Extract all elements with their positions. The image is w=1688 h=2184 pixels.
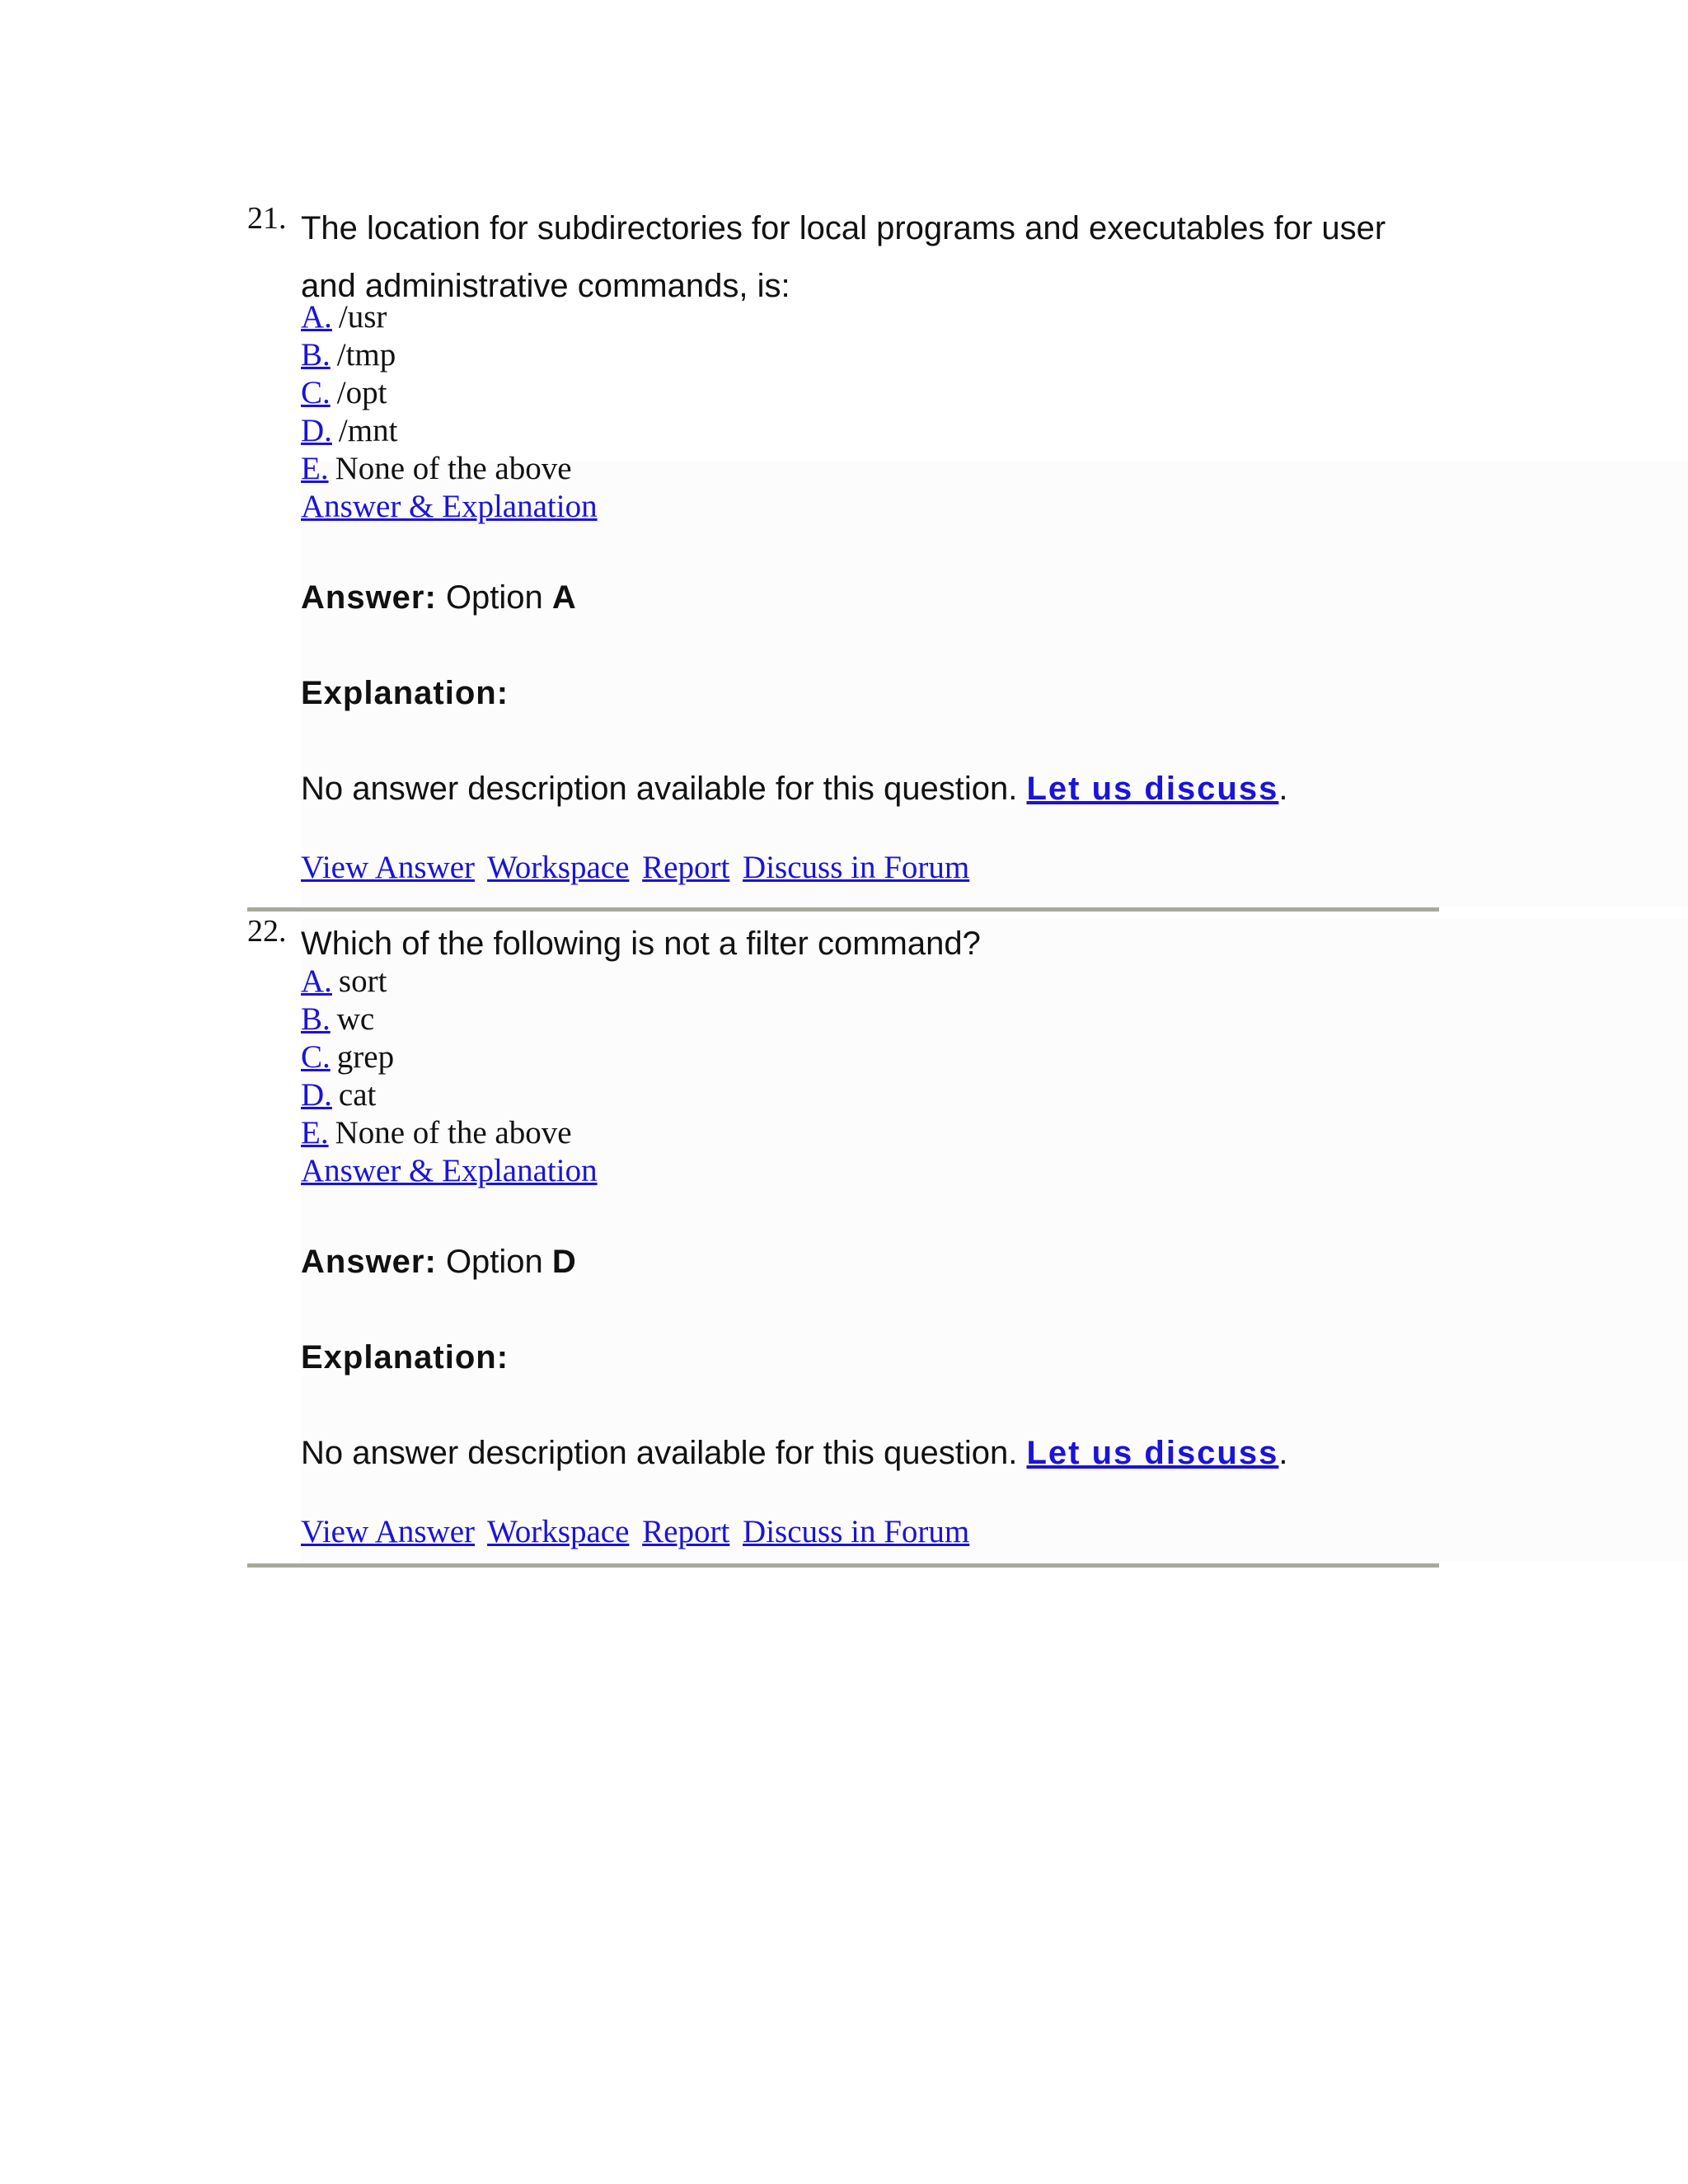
report-link[interactable]: Report xyxy=(642,1514,730,1549)
discuss-in-forum-link[interactable]: Discuss in Forum xyxy=(743,850,970,885)
option-a-text: /usr xyxy=(338,299,387,335)
option-a-link[interactable]: A. xyxy=(301,963,332,999)
question-text-line-1: The location for subdirectories for local programs and executables for user xyxy=(301,210,1386,246)
option-c-text: grep xyxy=(336,1039,395,1075)
explanation-period: . xyxy=(1278,1435,1288,1471)
option-c-text: /opt xyxy=(336,375,387,410)
answer-prefix: Option xyxy=(445,1244,543,1280)
answer-value: A xyxy=(551,579,576,616)
option-d-text: /mnt xyxy=(338,413,398,448)
option-a-link[interactable]: A. xyxy=(301,299,332,335)
option-a-text: sort xyxy=(338,963,387,999)
option-d xyxy=(301,1076,1442,1114)
explanation-heading: Explanation: xyxy=(301,1339,509,1376)
view-answer-link[interactable]: View Answer xyxy=(301,850,476,885)
answer-value: D xyxy=(551,1244,576,1280)
question-divider xyxy=(247,1563,1439,1568)
option-d-text: cat xyxy=(338,1077,377,1113)
answer-line xyxy=(301,1243,1442,1281)
option-e-link[interactable]: E. xyxy=(301,1115,329,1151)
explanation-text xyxy=(301,770,1442,808)
option-e-text: None of the above xyxy=(335,451,572,486)
option-e-link[interactable]: E. xyxy=(301,451,329,486)
let-us-discuss-link[interactable]: Let us discuss xyxy=(1026,1435,1279,1471)
option-b-link[interactable]: B. xyxy=(301,337,331,373)
question-number: 22. xyxy=(247,914,287,949)
discuss-in-forum-link[interactable]: Discuss in Forum xyxy=(743,1514,970,1549)
options-list xyxy=(301,298,1442,488)
question-divider xyxy=(247,907,1439,912)
report-link[interactable]: Report xyxy=(642,850,730,885)
explanation-body: No answer description available for this question. xyxy=(301,1435,1018,1471)
explanation-period: . xyxy=(1278,771,1288,807)
question-text xyxy=(301,199,1442,315)
option-c-link[interactable]: C. xyxy=(301,1039,331,1075)
option-d-link[interactable]: D. xyxy=(301,413,332,448)
option-b-text: wc xyxy=(336,1001,375,1037)
explanation-heading: Explanation: xyxy=(301,675,509,711)
workspace-link[interactable]: Workspace xyxy=(487,850,630,885)
option-e xyxy=(301,1114,1442,1152)
answer-label: Answer: xyxy=(301,1244,437,1280)
option-b-link[interactable]: B. xyxy=(301,1001,331,1037)
options-list xyxy=(301,963,1442,1152)
option-b xyxy=(301,336,1442,374)
explanation-text xyxy=(301,1434,1442,1472)
workspace-link[interactable]: Workspace xyxy=(487,1514,630,1549)
option-c-link[interactable]: C. xyxy=(301,375,331,410)
option-d xyxy=(301,412,1442,450)
option-b xyxy=(301,1001,1442,1038)
answer-label: Answer: xyxy=(301,579,437,616)
question-footer-links xyxy=(301,1513,1442,1551)
option-d-link[interactable]: D. xyxy=(301,1077,332,1113)
view-answer-link[interactable]: View Answer xyxy=(301,1514,476,1549)
option-c xyxy=(301,1038,1442,1076)
explanation-body: No answer description available for this question. xyxy=(301,771,1018,807)
option-b-text: /tmp xyxy=(336,337,396,373)
question-text-line-1: Which of the following is not a filter command? xyxy=(301,926,981,962)
question-body xyxy=(301,915,1442,1551)
option-e xyxy=(301,450,1442,488)
answer-line xyxy=(301,579,1442,616)
question-text-line-2: and administrative commands, is: xyxy=(301,268,790,304)
answer-prefix: Option xyxy=(445,579,543,616)
option-e-text: None of the above xyxy=(335,1115,572,1151)
question-footer-links xyxy=(301,849,1442,887)
option-c xyxy=(301,374,1442,412)
answer-explanation-link[interactable]: Answer & Explanation xyxy=(301,489,598,524)
answer-explanation-link[interactable]: Answer & Explanation xyxy=(301,1153,598,1188)
let-us-discuss-link[interactable]: Let us discuss xyxy=(1026,771,1279,807)
question-number: 21. xyxy=(247,201,287,236)
question-body xyxy=(301,202,1442,887)
